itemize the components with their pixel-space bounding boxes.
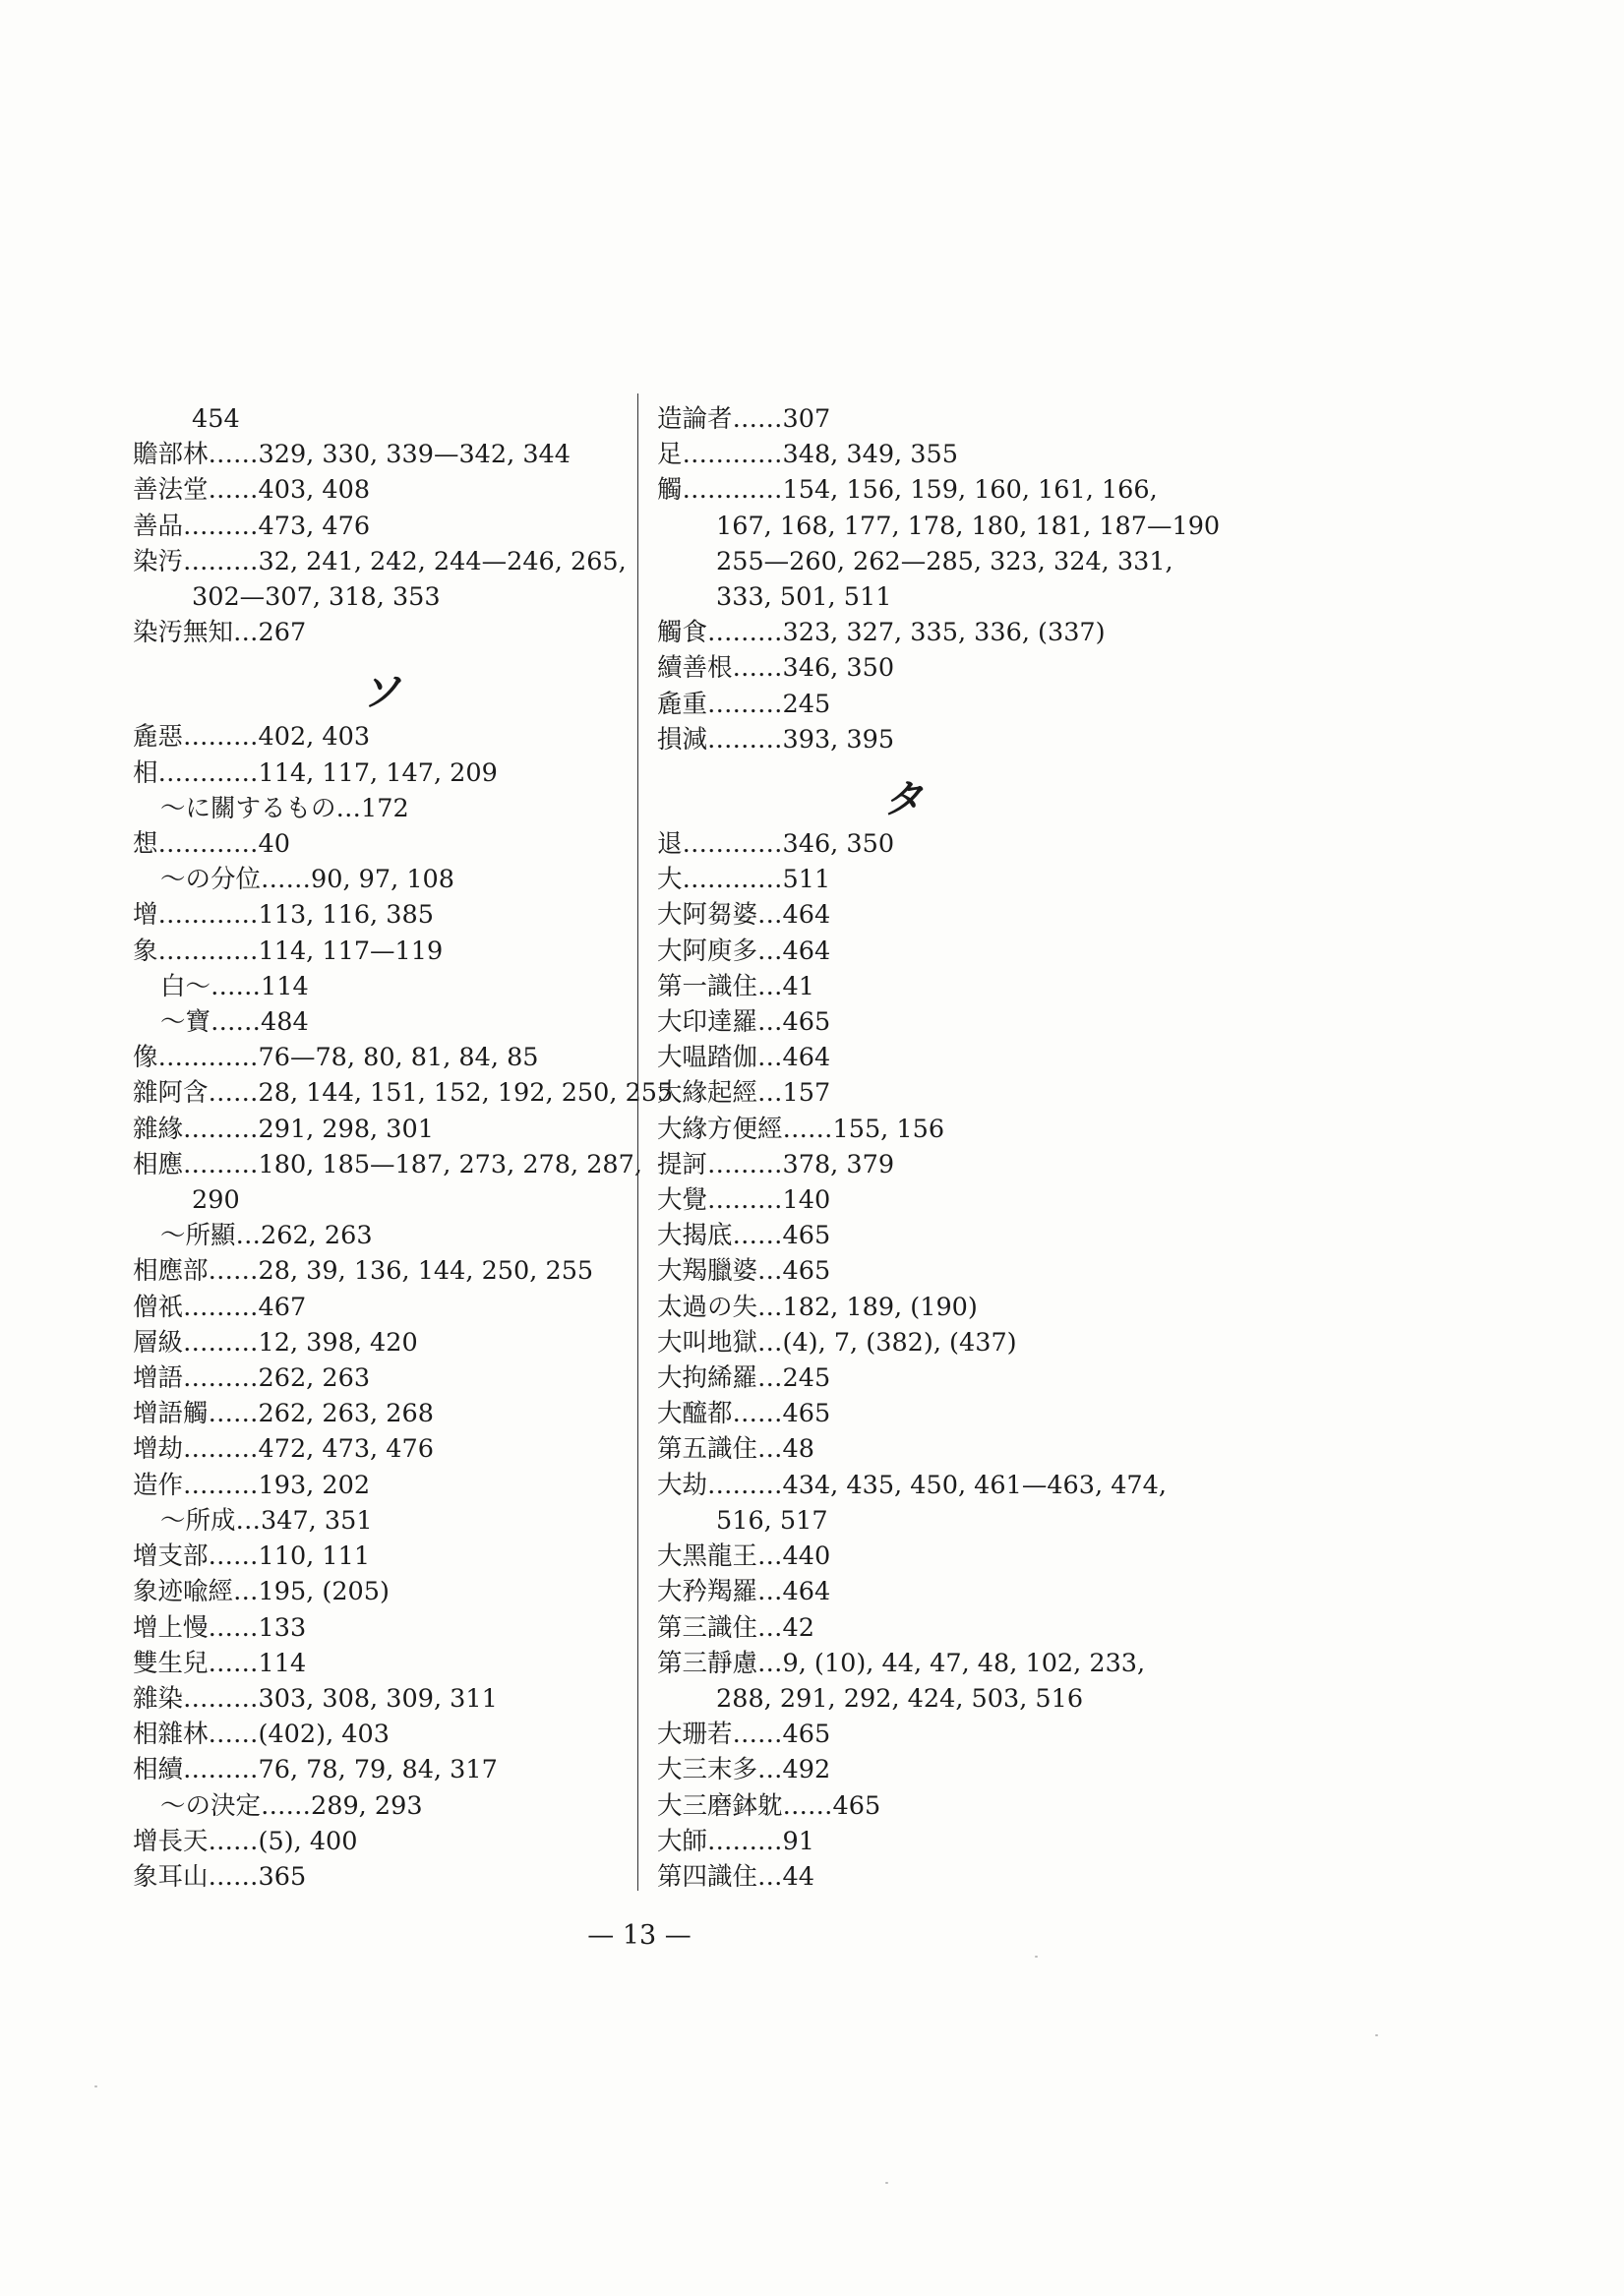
index-entry: 善法堂……403, 408 — [133, 475, 371, 506]
index-subentry: ～所顯…262, 263 — [160, 1221, 373, 1251]
index-entry-continuation: 255—260, 262—285, 323, 324, 331, — [716, 546, 1173, 576]
index-entry: 雜阿含……28, 144, 151, 152, 192, 250, 255 — [133, 1078, 674, 1109]
index-entry: 大珊若……465 — [657, 1720, 831, 1750]
index-entry: 相雜林……(402), 403 — [133, 1720, 390, 1750]
index-entry: 大印達羅…465 — [657, 1007, 831, 1038]
index-subentry: ～所成…347, 351 — [160, 1505, 373, 1536]
index-subentry: ～の分位……90, 97, 108 — [160, 865, 454, 895]
index-entry: 僧祇………467 — [133, 1292, 307, 1322]
index-entry: 大嗢踏伽…464 — [657, 1043, 831, 1073]
index-subentry: ～寶……484 — [160, 1007, 309, 1038]
index-entry-continuation: 288, 291, 292, 424, 503, 516 — [716, 1683, 1084, 1714]
index-entry: 善品………473, 476 — [133, 511, 371, 541]
index-entry: 續善根……346, 350 — [657, 653, 895, 684]
index-entry: 大覺………140 — [657, 1185, 831, 1216]
index-entry: 染汚………32, 241, 242, 244—246, 265, — [133, 546, 627, 576]
index-entry: 觸…………154, 156, 159, 160, 161, 166, — [657, 475, 1158, 506]
index-entry: 大羯臘婆…465 — [657, 1256, 831, 1287]
index-entry: 損減………393, 395 — [657, 724, 895, 755]
index-entry: 大…………511 — [657, 865, 831, 895]
kana-section-heading: タ — [883, 776, 923, 823]
index-entry: 大阿庾多…464 — [657, 936, 831, 966]
column-divider — [637, 393, 638, 1891]
page-number: — 13 — — [587, 1920, 692, 1951]
index-entry: 大阿芻婆…464 — [657, 900, 831, 931]
index-column-left — [133, 401, 674, 1895]
index-entry: 大黑龍王…440 — [657, 1541, 831, 1572]
index-entry: 第三靜慮…9, (10), 44, 47, 48, 102, 233, — [657, 1648, 1146, 1678]
index-entry: 增語觸……262, 263, 268 — [133, 1399, 434, 1429]
index-entry: 麁惡………402, 403 — [133, 722, 371, 753]
index-entry: 增劫………472, 473, 476 — [133, 1434, 434, 1465]
index-entry: 增…………113, 116, 385 — [133, 900, 434, 931]
index-entry: 足…………348, 349, 355 — [657, 440, 958, 470]
index-entry: 相續………76, 78, 79, 84, 317 — [133, 1755, 498, 1785]
index-entry: 相應部……28, 39, 136, 144, 250, 255 — [133, 1256, 594, 1287]
scan-speck — [1375, 2034, 1378, 2036]
index-entry-continuation: 302—307, 318, 353 — [192, 582, 441, 613]
index-entry: 第四識住…44 — [657, 1861, 814, 1892]
index-entry-continuation: 516, 517 — [716, 1505, 828, 1536]
index-entry: 大緣起經…157 — [657, 1078, 831, 1109]
index-entry: 大揭底……465 — [657, 1221, 831, 1251]
index-entry: 大矜羯羅…464 — [657, 1577, 831, 1607]
index-entry: 退…………346, 350 — [657, 829, 895, 860]
index-entry: 大醯都……465 — [657, 1399, 831, 1429]
index-column-right — [657, 401, 1221, 1895]
kana-section-heading: ソ — [361, 669, 400, 716]
index-entry: 增支部……110, 111 — [133, 1541, 371, 1572]
index-entry: 觸食………323, 327, 335, 336, (337) — [657, 618, 1106, 648]
index-entry: 象耳山……365 — [133, 1861, 307, 1892]
index-entry: 雜緣………291, 298, 301 — [133, 1114, 434, 1144]
index-entry: 雜染………303, 308, 309, 311 — [133, 1683, 498, 1714]
index-subentry: ～の決定……289, 293 — [160, 1790, 423, 1821]
index-entry: 雙生兒……114 — [133, 1648, 307, 1678]
index-entry: 第三識住…42 — [657, 1612, 814, 1643]
index-entry-continuation: 454 — [192, 404, 240, 434]
scan-speck — [1035, 1956, 1038, 1958]
index-entry: 象…………114, 117—119 — [133, 936, 444, 966]
index-entry: 大劫………434, 435, 450, 461—463, 474, — [657, 1470, 1167, 1500]
index-entry-continuation: 333, 501, 511 — [716, 582, 892, 613]
index-subentry: ～に關するもの…172 — [160, 793, 409, 823]
index-entry: 造作………193, 202 — [133, 1470, 371, 1500]
scan-speck — [94, 2085, 97, 2087]
index-entry: 相應………180, 185—187, 273, 278, 287, — [133, 1149, 642, 1179]
index-entry: 大叫地獄…(4), 7, (382), (437) — [657, 1327, 1017, 1358]
index-entry: 大師………91 — [657, 1826, 814, 1856]
scan-speck — [885, 2182, 888, 2184]
index-entry: 第五識住…48 — [657, 1434, 814, 1465]
index-entry: 大拘絺羅…245 — [657, 1363, 831, 1394]
index-entry: 相…………114, 117, 147, 209 — [133, 757, 498, 788]
index-entry: 大三末多…492 — [657, 1755, 831, 1785]
index-entry: 贍部林……329, 330, 339—342, 344 — [133, 440, 571, 470]
index-entry: 增上慢……133 — [133, 1612, 307, 1643]
index-entry-continuation: 167, 168, 177, 178, 180, 181, 187—190 — [716, 511, 1221, 541]
index-entry: 象迹喩經…195, (205) — [133, 1577, 390, 1607]
index-entry: 染汚無知…267 — [133, 618, 307, 648]
index-entry-continuation: 290 — [192, 1185, 240, 1216]
index-entry: 大緣方便經……155, 156 — [657, 1114, 945, 1144]
index-entry: 太過の失…182, 189, (190) — [657, 1292, 978, 1322]
index-entry: 像…………76—78, 80, 81, 84, 85 — [133, 1043, 539, 1073]
index-entry: 想…………40 — [133, 829, 290, 860]
index-entry: 麁重………245 — [657, 689, 831, 719]
index-entry: 增語………262, 263 — [133, 1363, 371, 1394]
index-entry: 層級………12, 398, 420 — [133, 1327, 418, 1358]
index-entry: 提訶………378, 379 — [657, 1149, 895, 1179]
index-subentry: 白～……114 — [160, 971, 309, 1001]
index-entry: 增長天……(5), 400 — [133, 1826, 358, 1856]
index-entry: 第一識住…41 — [657, 971, 814, 1001]
index-entry: 造論者……307 — [657, 404, 831, 434]
index-entry: 大三磨鉢躭……465 — [657, 1790, 881, 1821]
